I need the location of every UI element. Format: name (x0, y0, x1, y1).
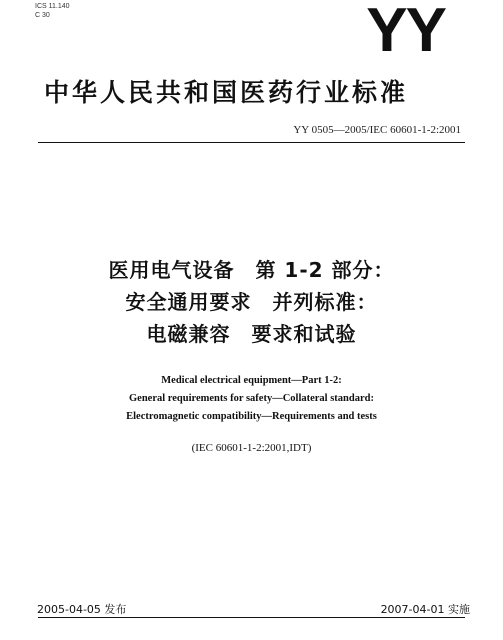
adoption-note: (IEC 60601-1-2:2001,IDT) (191, 442, 312, 454)
issue-date: 2005-04-05 发布 (37, 603, 127, 616)
chinese-title (0, 254, 503, 350)
english-title-line-1: Medical electrical equipment—Part 1-2: (161, 375, 342, 386)
ccs-code: C 30 (35, 12, 50, 19)
implementation-date: 2007-04-01 实施 (380, 603, 470, 616)
yy-logo: YY (366, 0, 445, 65)
english-title-line-2: General requirements for safety—Collateral standard: (129, 393, 374, 404)
chinese-title-line-2: 安全通用要求 并列标准： (125, 290, 378, 314)
chinese-title-line-3: 电磁兼容 要求和试验 (146, 322, 357, 346)
bottom-divider (38, 617, 465, 618)
standard-category-title: 中华人民共和国医药行业标准 (44, 78, 409, 107)
english-title-line-3: Electromagnetic compatibility—Requirements and tests (126, 411, 377, 422)
chinese-title-line-1: 医用电气设备 第 1-2 部分： (108, 258, 395, 282)
top-divider (38, 142, 465, 143)
ics-code: ICS 11.140 (35, 3, 70, 10)
standard-number: YY 0505—2005/IEC 60601-1-2:2001 (293, 124, 461, 136)
classification-codes (35, 2, 70, 20)
english-title (0, 372, 503, 426)
